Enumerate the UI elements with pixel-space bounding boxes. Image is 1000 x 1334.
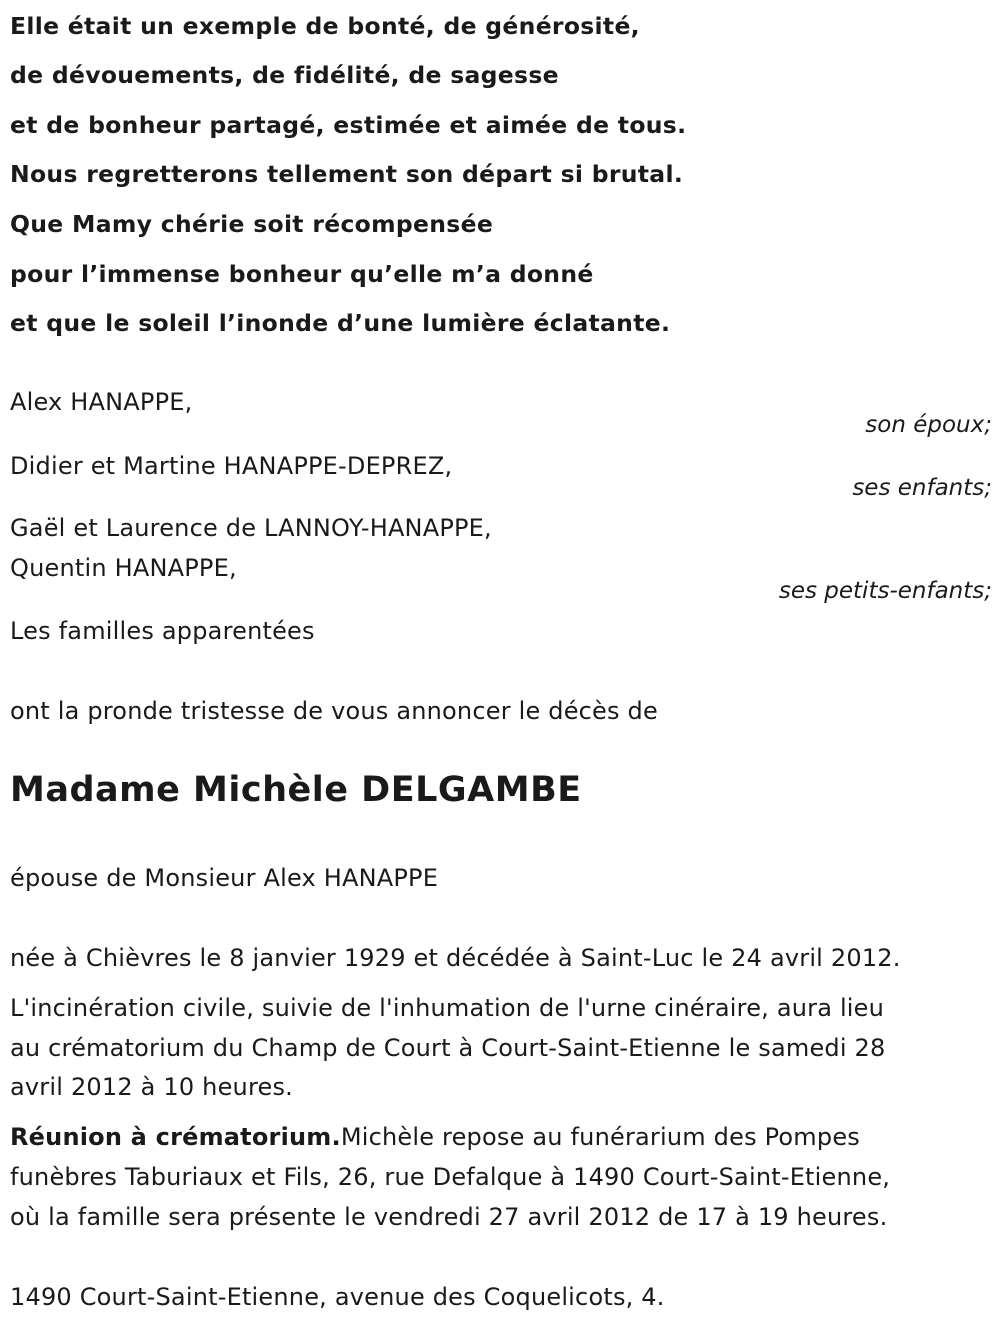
reunion-label: Réunion à crématorium.	[10, 1123, 341, 1151]
poem-line-7: et que le soleil l’inonde d’une lumière éclatante.	[10, 309, 671, 337]
poem-line-5: Que Mamy chérie soit récompensée	[10, 210, 494, 238]
visitation-first-text: Michèle repose au funérarium des Pompes	[340, 1123, 860, 1151]
poem-line-3: et de bonheur partagé, estimée et aimée de tous.	[10, 111, 687, 139]
poem-line-1: Elle était un exemple de bonté, de générosité,	[10, 12, 640, 40]
obituary-page	[10, 0, 992, 1334]
ceremony-line-1: L'incinération civile, suivie de l'inhumation de l'urne cinéraire, aura lieu	[10, 994, 885, 1022]
grandchild-line-2: Quentin HANAPPE,	[10, 554, 237, 582]
spouse-of-line: épouse de Monsieur Alex HANAPPE	[10, 864, 439, 892]
relatives-line: Les familles apparentées	[10, 617, 315, 645]
spouse-role: son époux;	[865, 412, 992, 438]
children-role: ses enfants;	[852, 475, 992, 501]
poem-line-2: de dévouements, de fidélité, de sagesse	[10, 61, 559, 89]
ceremony-line-3: avril 2012 à 10 heures.	[10, 1073, 293, 1101]
grandchildren-role: ses petits-enfants;	[778, 578, 992, 604]
visitation-line-3: où la famille sera présente le vendredi 27 avril 2012 de 17 à 19 heures.	[10, 1203, 888, 1231]
visitation-line-2: funèbres Taburiaux et Fils, 26, rue Defalque à 1490 Court-Saint-Etienne,	[10, 1163, 891, 1191]
deceased-name: Madame Michèle DELGAMBE	[10, 770, 582, 810]
ceremony-line-2: au crématorium du Champ de Court à Court-Saint-Etienne le samedi 28	[10, 1034, 886, 1062]
announcement-line: ont la pronde tristesse de vous annoncer le décès de	[10, 697, 658, 725]
visitation-line-1	[10, 1123, 860, 1151]
children-name: Didier et Martine HANAPPE-DEPREZ,	[10, 452, 453, 480]
poem-line-4: Nous regretterons tellement son départ si brutal.	[10, 160, 684, 188]
poem-line-6: pour l’immense bonheur qu’elle m’a donné	[10, 260, 594, 288]
spouse-name: Alex HANAPPE,	[10, 388, 193, 416]
birth-death-line: née à Chièvres le 8 janvier 1929 et décédée à Saint-Luc le 24 avril 2012.	[10, 944, 901, 972]
address-line: 1490 Court-Saint-Etienne, avenue des Coquelicots, 4.	[10, 1283, 665, 1311]
grandchild-line-1: Gaël et Laurence de LANNOY-HANAPPE,	[10, 514, 492, 542]
